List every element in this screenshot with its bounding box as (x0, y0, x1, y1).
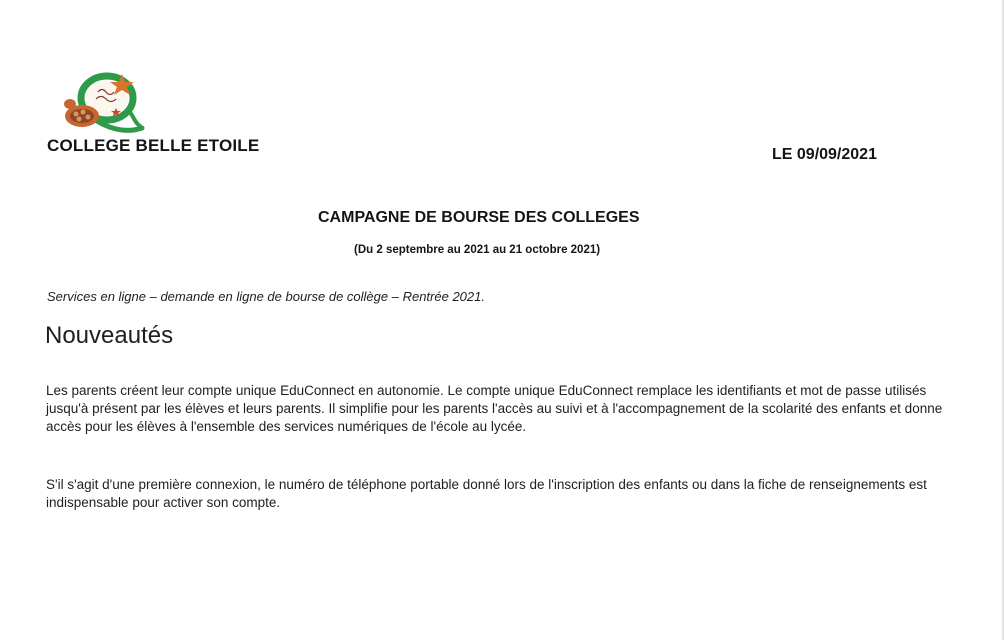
document-period: (Du 2 septembre au 2021 au 21 octobre 2021) (354, 244, 601, 256)
services-line: Services en ligne – demande en ligne de bourse de collège – Rentrée 2021. (47, 289, 485, 304)
document-date: LE 09/09/2021 (772, 146, 877, 163)
document-title: CAMPAGNE DE BOURSE DES COLLEGES (318, 209, 640, 226)
school-name: COLLEGE BELLE ETOILE (47, 136, 260, 155)
paragraph-educonnect: Les parents créent leur compte unique EduConnect en autonomie. Le compte unique EduConnect remplace les identifiants et mot de passe utilisés jusqu'à présent par les élèves et leurs parents. Il simplifie pour les parents l'accès au suivi et à l'accompagnement de la scolarité des enfants et donne accès pour les élèves à l'ensemble des services numériques de l'école au lycée. (46, 383, 943, 434)
paragraph-first-connection: S'il s'agit d'une première connexion, le numéro de téléphone portable donné lors de l'inscription des enfants ou dans la fiche de renseignements est indispensable pour activer son compte. (46, 477, 927, 510)
section-heading: Nouveautés (45, 322, 174, 349)
school-logo-icon (60, 68, 146, 136)
